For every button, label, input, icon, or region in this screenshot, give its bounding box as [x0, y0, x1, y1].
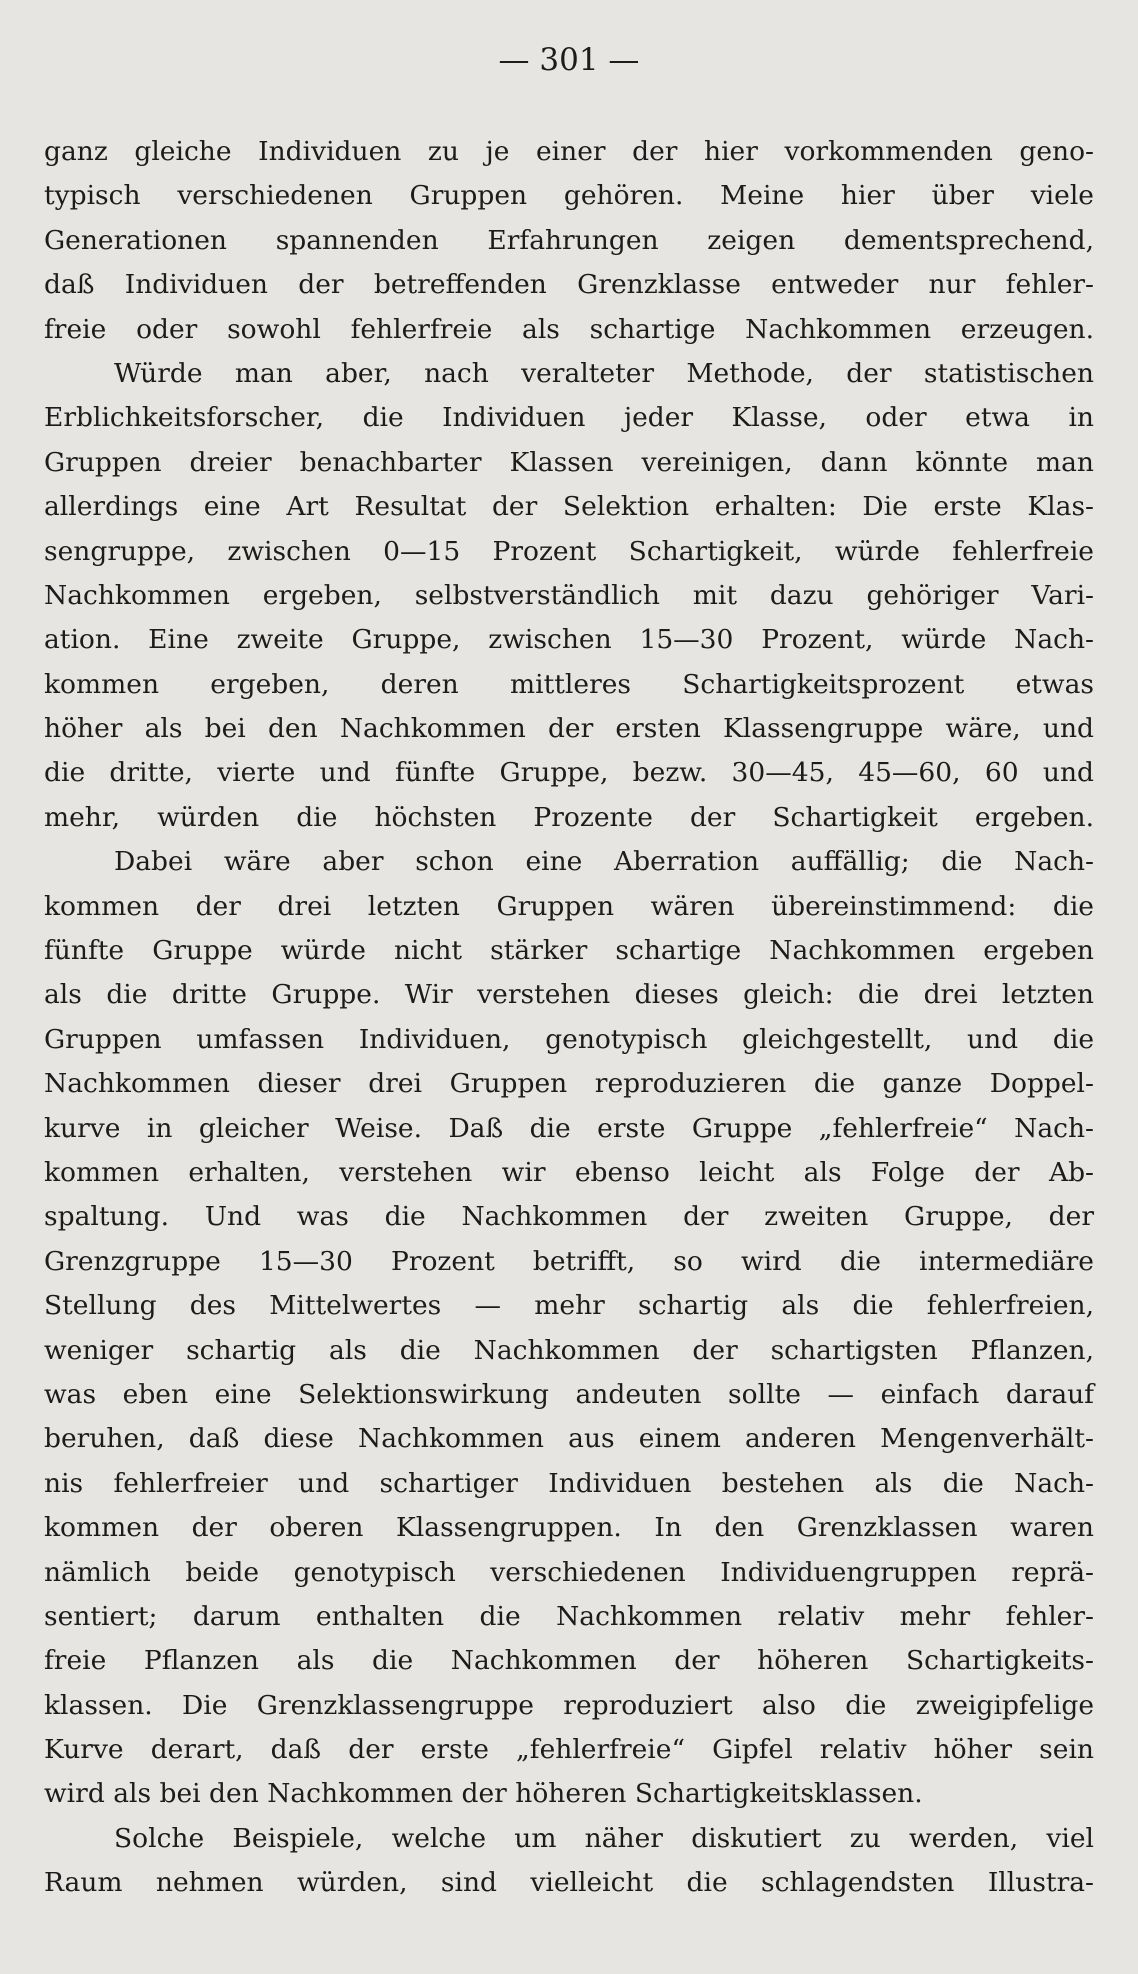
text-line: kommen erhalten, verstehen wir ebenso leicht als Folge der Ab-	[44, 1156, 1094, 1188]
text-line: Nachkommen dieser drei Gruppen reproduzieren die ganze Doppel-	[44, 1068, 1094, 1100]
text-line: freie oder sowohl fehlerfreie als schartige Nachkommen erzeugen.	[44, 313, 1094, 345]
text-line: mehr, würden die höchsten Prozente der Schartigkeit ergeben.	[44, 801, 1094, 833]
text-line: Gruppen umfassen Individuen, genotypisch gleichgestellt, und die	[44, 1023, 1094, 1055]
text-line: die dritte, vierte und fünfte Gruppe, bezw. 30—45, 45—60, 60 und	[44, 757, 1094, 789]
text-line: spaltung. Und was die Nachkommen der zweiten Gruppe, der	[44, 1201, 1094, 1233]
text-line: Generationen spannenden Erfahrungen zeigen dementsprechend,	[44, 224, 1094, 256]
text-line: beruhen, daß diese Nachkommen aus einem anderen Mengenverhält-	[44, 1423, 1094, 1455]
text-line: Dabei wäre aber schon eine Aberration auffällig; die Nach-	[114, 846, 1094, 878]
text-line: Kurve derart, daß der erste „fehlerfreie“ Gipfel relativ höher sein	[44, 1734, 1094, 1766]
text-line: kommen der oberen Klassengruppen. In den Grenzklassen waren	[44, 1512, 1094, 1544]
text-line: allerdings eine Art Resultat der Selektion erhalten: Die erste Klas-	[44, 491, 1094, 523]
text-line: Grenzgruppe 15—30 Prozent betrifft, so wird die intermediäre	[44, 1245, 1094, 1277]
text-line: sengruppe, zwischen 0—15 Prozent Schartigkeit, würde fehlerfreie	[44, 535, 1094, 567]
text-line: wird als bei den Nachkommen der höheren Schartigkeitsklassen.	[44, 1778, 923, 1810]
text-line: nis fehlerfreier und schartiger Individuen bestehen als die Nach-	[44, 1467, 1094, 1499]
text-line: Raum nehmen würden, sind vielleicht die schlagendsten Illustra-	[44, 1867, 1094, 1899]
text-line: nämlich beide genotypisch verschiedenen Individuengruppen reprä-	[44, 1556, 1094, 1588]
text-line: Solche Beispiele, welche um näher diskutiert zu werden, viel	[114, 1822, 1094, 1854]
text-line: typisch verschiedenen Gruppen gehören. Meine hier über viele	[44, 180, 1094, 212]
text-line: was eben eine Selektionswirkung andeuten sollte — einfach darauf	[44, 1378, 1094, 1410]
text-line: ganz gleiche Individuen zu je einer der hier vorkommenden geno-	[44, 136, 1094, 167]
body-text	[44, 130, 1094, 1906]
text-line: Stellung des Mittelwertes — mehr schartig als die fehlerfreien,	[44, 1290, 1094, 1322]
text-line: Würde man aber, nach veralteter Methode, der statistischen	[114, 357, 1094, 389]
text-line: Gruppen dreier benachbarter Klassen vereinigen, dann könnte man	[44, 446, 1094, 478]
text-line: sentiert; darum enthalten die Nachkommen relativ mehr fehler-	[44, 1600, 1094, 1632]
text-line: Nachkommen ergeben, selbstverständlich mit dazu gehöriger Vari-	[44, 579, 1094, 611]
text-line: daß Individuen der betreffenden Grenzklasse entweder nur fehler-	[44, 269, 1094, 301]
text-line: ation. Eine zweite Gruppe, zwischen 15—30 Prozent, würde Nach-	[44, 624, 1094, 656]
text-line: weniger schartig als die Nachkommen der schartigsten Pflanzen,	[44, 1334, 1094, 1366]
text-line: als die dritte Gruppe. Wir verstehen dieses gleich: die drei letzten	[44, 979, 1094, 1011]
text-line: Erblichkeitsforscher, die Individuen jeder Klasse, oder etwa in	[44, 402, 1094, 434]
text-line: freie Pflanzen als die Nachkommen der höheren Schartigkeits-	[44, 1645, 1094, 1677]
text-line: höher als bei den Nachkommen der ersten Klassengruppe wäre, und	[44, 713, 1094, 745]
text-line: kommen der drei letzten Gruppen wären übereinstimmend: die	[44, 890, 1094, 922]
text-line: kurve in gleicher Weise. Daß die erste Gruppe „fehlerfreie“ Nach-	[44, 1112, 1094, 1144]
text-line: kommen ergeben, deren mittleres Schartigkeitsprozent etwas	[44, 668, 1094, 700]
page-number: — 301 —	[498, 42, 640, 78]
text-line: fünfte Gruppe würde nicht stärker schartige Nachkommen ergeben	[44, 935, 1094, 967]
text-line: klassen. Die Grenzklassengruppe reproduziert also die zweigipfelige	[44, 1689, 1094, 1721]
